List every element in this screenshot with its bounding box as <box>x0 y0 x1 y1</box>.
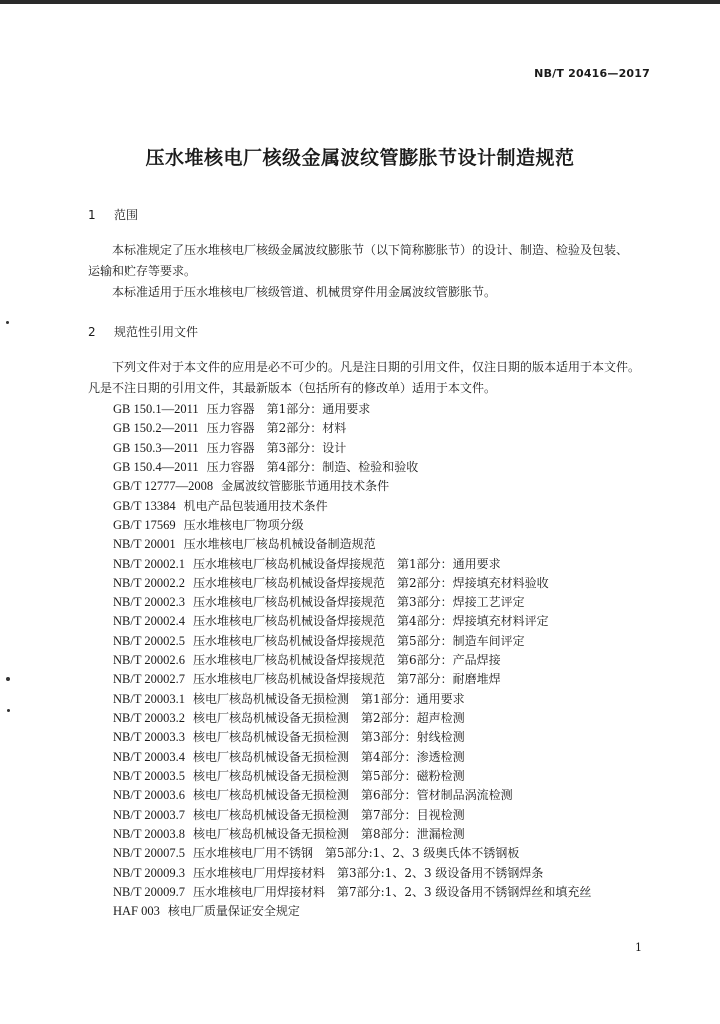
scan-edge <box>0 0 720 4</box>
reference-code: NB/T 20009.3 <box>113 865 185 880</box>
reference-item <box>113 825 591 844</box>
reference-code: NB/T 20002.5 <box>113 633 185 648</box>
scan-speck <box>6 677 10 681</box>
reference-item <box>113 477 591 496</box>
reference-code: NB/T 20003.5 <box>113 768 185 783</box>
section-title: 规范性引用文件 <box>114 325 199 339</box>
reference-title: 压水堆核电厂核岛机械设备焊接规范 第4部分：焊接填充材料评定 <box>193 614 549 629</box>
reference-title: 核电厂核岛机械设备无损检测 第5部分：磁粉检测 <box>193 768 465 783</box>
section-number: 2 <box>88 325 96 339</box>
section-heading-scope <box>88 206 138 223</box>
reference-title: 压力容器 第2部分：材料 <box>206 421 347 436</box>
reference-title: 核电厂核岛机械设备无损检测 第8部分：泄漏检测 <box>193 826 465 841</box>
reference-item <box>113 651 591 670</box>
reference-code: NB/T 20002.4 <box>113 614 185 629</box>
reference-item <box>113 767 591 786</box>
standard-code: NB/T 20416—2017 <box>534 67 650 80</box>
reference-title: 金属波纹管膨胀节通用技术条件 <box>221 479 390 494</box>
reference-code: NB/T 20009.7 <box>113 884 185 899</box>
reference-title: 核电厂核岛机械设备无损检测 第6部分：管材制品涡流检测 <box>193 788 513 803</box>
section-title: 范围 <box>114 208 139 222</box>
reference-code: NB/T 20003.4 <box>113 749 185 764</box>
reference-code: HAF 003 <box>113 904 160 919</box>
reference-item <box>113 690 591 709</box>
reference-item <box>113 458 591 477</box>
reference-title: 压水堆核电厂核岛机械设备焊接规范 第2部分：焊接填充材料验收 <box>193 575 549 590</box>
reference-title: 压水堆核电厂物项分级 <box>183 517 304 532</box>
paragraph-line: 本标准适用于压水堆核电厂核级管道、机械贯穿件用金属波纹管膨胀节。 <box>112 285 497 299</box>
reference-item <box>113 612 591 631</box>
scope-paragraph-2 <box>88 282 668 303</box>
reference-title: 压水堆核电厂核岛机械设备焊接规范 第3部分：焊接工艺评定 <box>193 595 525 610</box>
reference-title: 核电厂核岛机械设备无损检测 第1部分：通用要求 <box>193 691 465 706</box>
paragraph-line: 本标准规定了压水堆核电厂核级金属波纹膨胀节（以下简称膨胀节）的设计、制造、检验及包装、 <box>112 243 629 257</box>
page-number: 1 <box>635 941 642 954</box>
reference-item <box>113 864 591 883</box>
reference-title: 压水堆核电厂用不锈钢 第5部分:1、2、3 级奥氏体不锈钢板 <box>193 846 520 861</box>
reference-code: GB/T 13384 <box>113 498 176 513</box>
reference-item <box>113 883 591 902</box>
reference-code: NB/T 20002.3 <box>113 595 185 610</box>
reference-code: GB 150.2—2011 <box>113 421 199 436</box>
reference-code: NB/T 20007.5 <box>113 846 185 861</box>
reference-title: 压水堆核电厂核岛机械设备焊接规范 第5部分：制造车间评定 <box>193 633 525 648</box>
reference-title: 核电厂核岛机械设备无损检测 第3部分：射线检测 <box>193 730 465 745</box>
reference-code: NB/T 20003.7 <box>113 807 185 822</box>
reference-title: 压力容器 第1部分：通用要求 <box>206 402 371 416</box>
reference-code: NB/T 20003.3 <box>113 730 185 745</box>
reference-item <box>113 632 591 651</box>
reference-code: GB 150.4—2011 <box>113 459 199 474</box>
reference-item <box>113 497 591 516</box>
reference-item <box>113 728 591 747</box>
reference-title: 压水堆核电厂核岛机械设备焊接规范 第6部分：产品焊接 <box>193 653 501 668</box>
reference-title: 核电厂质量保证安全规定 <box>167 904 300 919</box>
reference-title: 压力容器 第3部分：设计 <box>206 440 347 455</box>
reference-code: NB/T 20002.7 <box>113 672 185 687</box>
reference-item <box>113 806 591 825</box>
reference-code: GB 150.3—2011 <box>113 440 199 455</box>
reference-item <box>113 555 591 574</box>
section-number: 1 <box>88 208 96 222</box>
reference-code: NB/T 20003.6 <box>113 788 185 803</box>
reference-title: 压水堆核电厂用焊接材料 第7部分:1、2、3 级设备用不锈钢焊丝和填充丝 <box>193 884 592 899</box>
reference-item <box>113 516 591 535</box>
reference-list <box>113 400 591 921</box>
reference-item <box>113 844 591 863</box>
scope-paragraph-1 <box>88 240 668 282</box>
reference-item <box>113 419 591 438</box>
reference-title: 压水堆核电厂核岛机械设备焊接规范 第7部分：耐磨堆焊 <box>193 672 501 687</box>
reference-code: NB/T 20002.2 <box>113 575 185 590</box>
reference-item <box>113 400 591 419</box>
reference-code: NB/T 20002.1 <box>113 556 185 571</box>
reference-item <box>113 439 591 458</box>
scan-speck <box>7 709 10 712</box>
reference-title: 压水堆核电厂核岛机械设备焊接规范 第1部分：通用要求 <box>193 556 501 571</box>
reference-title: 压水堆核电厂核岛机械设备制造规范 <box>183 537 376 552</box>
document-title: 压水堆核电厂核级金属波纹管膨胀节设计制造规范 <box>145 147 575 169</box>
reference-code: GB 150.1—2011 <box>113 402 199 416</box>
reference-title: 机电产品包装通用技术条件 <box>183 498 328 513</box>
reference-item <box>113 593 591 612</box>
section-heading-normative-references <box>88 323 198 340</box>
reference-title: 核电厂核岛机械设备无损检测 第7部分：目视检测 <box>193 807 465 822</box>
reference-code: NB/T 20003.8 <box>113 826 185 841</box>
paragraph-line: 运输和贮存等要求。 <box>88 264 197 278</box>
reference-code: NB/T 20001 <box>113 537 176 552</box>
reference-item <box>113 786 591 805</box>
reference-code: NB/T 20003.1 <box>113 691 185 706</box>
reference-title: 核电厂核岛机械设备无损检测 第4部分：渗透检测 <box>193 749 465 764</box>
reference-code: GB/T 17569 <box>113 517 176 532</box>
reference-code: NB/T 20003.2 <box>113 711 185 725</box>
reference-item <box>113 902 591 921</box>
reference-code: NB/T 20002.6 <box>113 653 185 668</box>
reference-code: GB/T 12777—2008 <box>113 479 214 494</box>
reference-item <box>113 670 591 689</box>
paragraph-line: 凡是不注日期的引用文件，其最新版本（包括所有的修改单）适用于本文件。 <box>88 381 497 395</box>
paragraph-line: 下列文件对于本文件的应用是必不可少的。凡是注日期的引用文件，仅注日期的版本适用于本文件。 <box>112 360 641 374</box>
reference-item <box>113 748 591 767</box>
scan-speck <box>6 321 9 324</box>
references-intro <box>88 357 668 399</box>
reference-title: 核电厂核岛机械设备无损检测 第2部分：超声检测 <box>193 711 465 725</box>
reference-item <box>113 535 591 554</box>
reference-item <box>113 574 591 593</box>
reference-title: 压水堆核电厂用焊接材料 第3部分:1、2、3 级设备用不锈钢焊条 <box>193 865 544 880</box>
reference-title: 压力容器 第4部分：制造、检验和验收 <box>206 459 419 474</box>
reference-item <box>113 709 591 728</box>
